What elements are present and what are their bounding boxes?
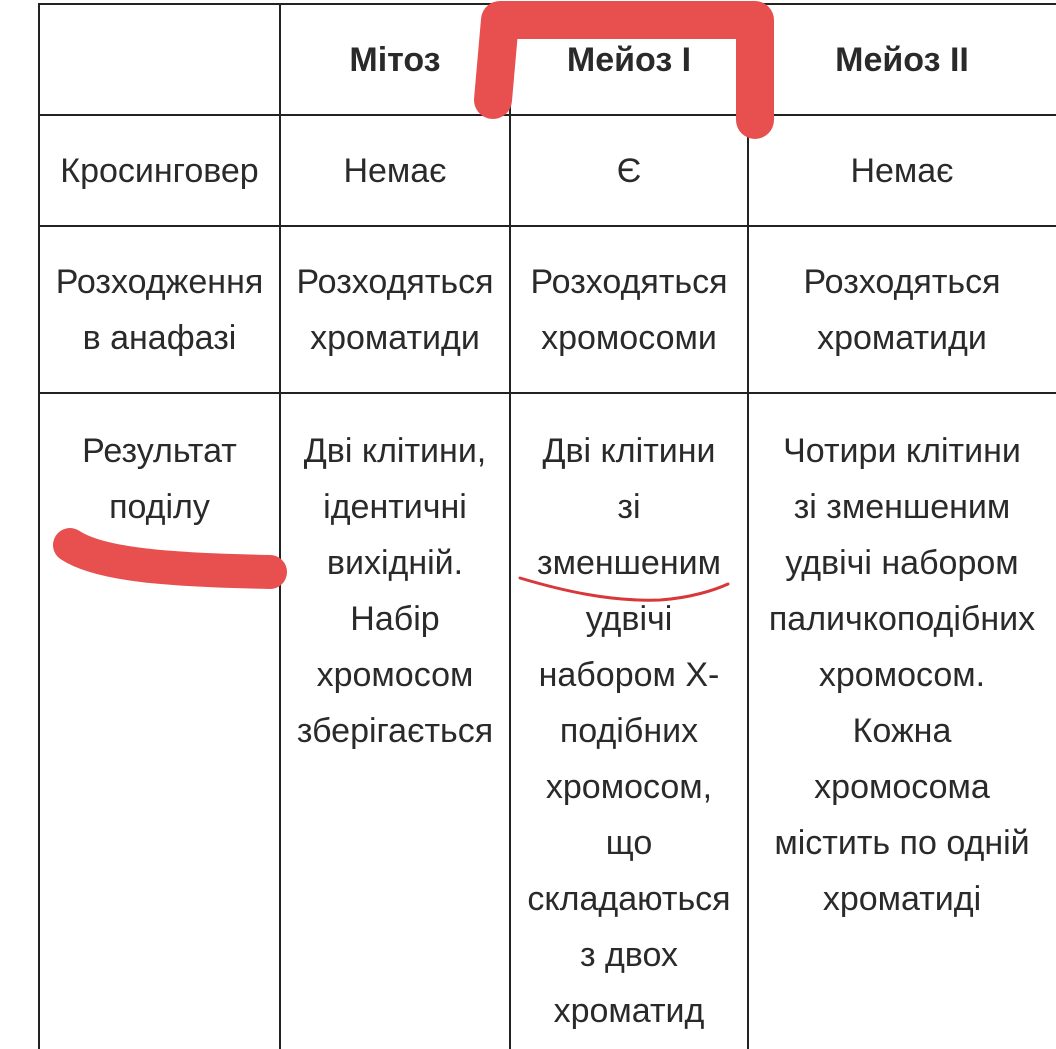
- cell-anaphase-mitosis: Розходяться хроматиди: [296, 262, 494, 357]
- cell-crossing-over-meiosis-1: Є: [616, 151, 642, 190]
- header-empty-cell: [40, 5, 279, 114]
- header-mitosis: Мітоз: [349, 40, 441, 79]
- header-meiosis-1: Мейоз I: [566, 40, 692, 79]
- header-meiosis-2: Мейоз II: [835, 40, 969, 79]
- cell-anaphase-meiosis-2: Розходяться хроматиди: [803, 262, 1001, 357]
- cell-result-meiosis-2: Чотири клітини зі зменшеним удвічі набором паличкоподібних хромосом. Кожна хромосома містить по одній хроматиді: [768, 432, 1036, 918]
- row-divider: [38, 392, 1056, 394]
- cell-crossing-over-meiosis-2: Немає: [850, 151, 954, 190]
- cell-result-meiosis-1: Дві клітини зі зменшеним удвічі набором Х- подібних хромосом, що складаються з двох хроматид: [527, 432, 731, 1030]
- cell-anaphase-meiosis-1: Розходяться хромосоми: [530, 262, 728, 357]
- cell-crossing-over-mitosis: Немає: [343, 151, 447, 190]
- row-label-anaphase: Розходження в анафазі: [55, 262, 264, 357]
- row-label-crossing-over: Кросинговер: [60, 151, 259, 190]
- row-label-result: Результат поділу: [82, 432, 237, 526]
- cell-result-mitosis: Дві клітини, ідентичні вихідній. Набір хромосом зберігається: [296, 432, 494, 750]
